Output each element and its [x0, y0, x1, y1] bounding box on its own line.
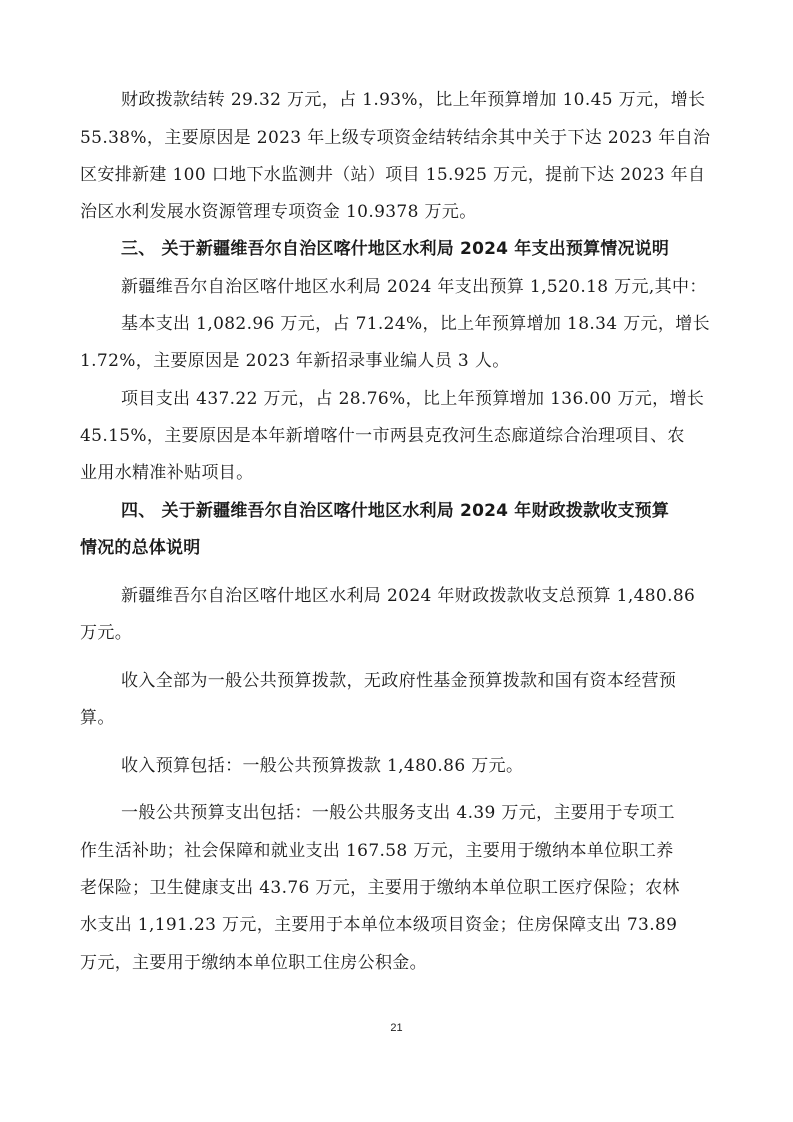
paragraph-line: 作生活补助；社会保障和就业支出 167.58 万元，主要用于缴纳本单位职工养: [80, 841, 674, 861]
page-number: 21: [390, 1022, 403, 1034]
paragraph-line: 55.38%，主要原因是 2023 年上级专项资金结转结余其中关于下达 2023 年自治: [80, 128, 711, 148]
paragraph-line: 区安排新建 100 口地下水监测井（站）项目 15.925 万元，提前下达 2023 年自: [80, 165, 706, 185]
paragraph-line: 项目支出 437.22 万元，占 28.76%，比上年预算增加 136.00 万元，增长: [121, 389, 705, 409]
paragraph-line: 万元，主要用于缴纳本单位职工住房公积金。: [80, 953, 427, 973]
paragraph-line: 算。: [80, 708, 115, 728]
paragraph-line: 收入全部为一般公共预算拨款，无政府性基金预算拨款和国有资本经营预: [121, 671, 677, 691]
paragraph-line: 一般公共预算支出包括：一般公共服务支出 4.39 万元，主要用于专项工: [121, 803, 675, 823]
paragraph-line: 45.15%，主要原因是本年新增喀什一市两县克孜河生态廊道综合治理项目、农: [80, 426, 685, 446]
paragraph-line: 治区水利发展水资源管理专项资金 10.9378 万元。: [80, 202, 477, 222]
paragraph-line: 新疆维吾尔自治区喀什地区水利局 2024 年财政拨款收支总预算 1,480.86: [121, 586, 696, 606]
paragraph-line: 1.72%，主要原因是 2023 年新招录事业编人员 3 人。: [80, 351, 510, 371]
paragraph-line: 业用水精准补贴项目。: [80, 463, 254, 483]
paragraph-line: 财政拨款结转 29.32 万元，占 1.93%，比上年预算增加 10.45 万元，增长: [121, 90, 706, 110]
paragraph-line: 老保险；卫生健康支出 43.76 万元，主要用于缴纳本单位职工医疗保险；农林: [80, 878, 680, 898]
paragraph-line: 万元。: [80, 623, 133, 643]
paragraph-line: 水支出 1,191.23 万元，主要用于本单位本级项目资金；住房保障支出 73.89: [80, 915, 678, 935]
paragraph-line: 新疆维吾尔自治区喀什地区水利局 2024 年支出预算 1,520.18 万元,其中：: [121, 277, 707, 297]
section-heading: 四、 关于新疆维吾尔自治区喀什地区水利局 2024 年财政拨款收支预算: [121, 501, 670, 521]
section-heading: 情况的总体说明: [80, 538, 201, 558]
paragraph-line: 基本支出 1,082.96 万元，占 71.24%，比上年预算增加 18.34 万元，增长: [121, 314, 710, 334]
section-heading: 三、 关于新疆维吾尔自治区喀什地区水利局 2024 年支出预算情况说明: [121, 239, 670, 259]
paragraph-line: 收入预算包括：一般公共预算拨款 1,480.86 万元。: [121, 756, 524, 776]
